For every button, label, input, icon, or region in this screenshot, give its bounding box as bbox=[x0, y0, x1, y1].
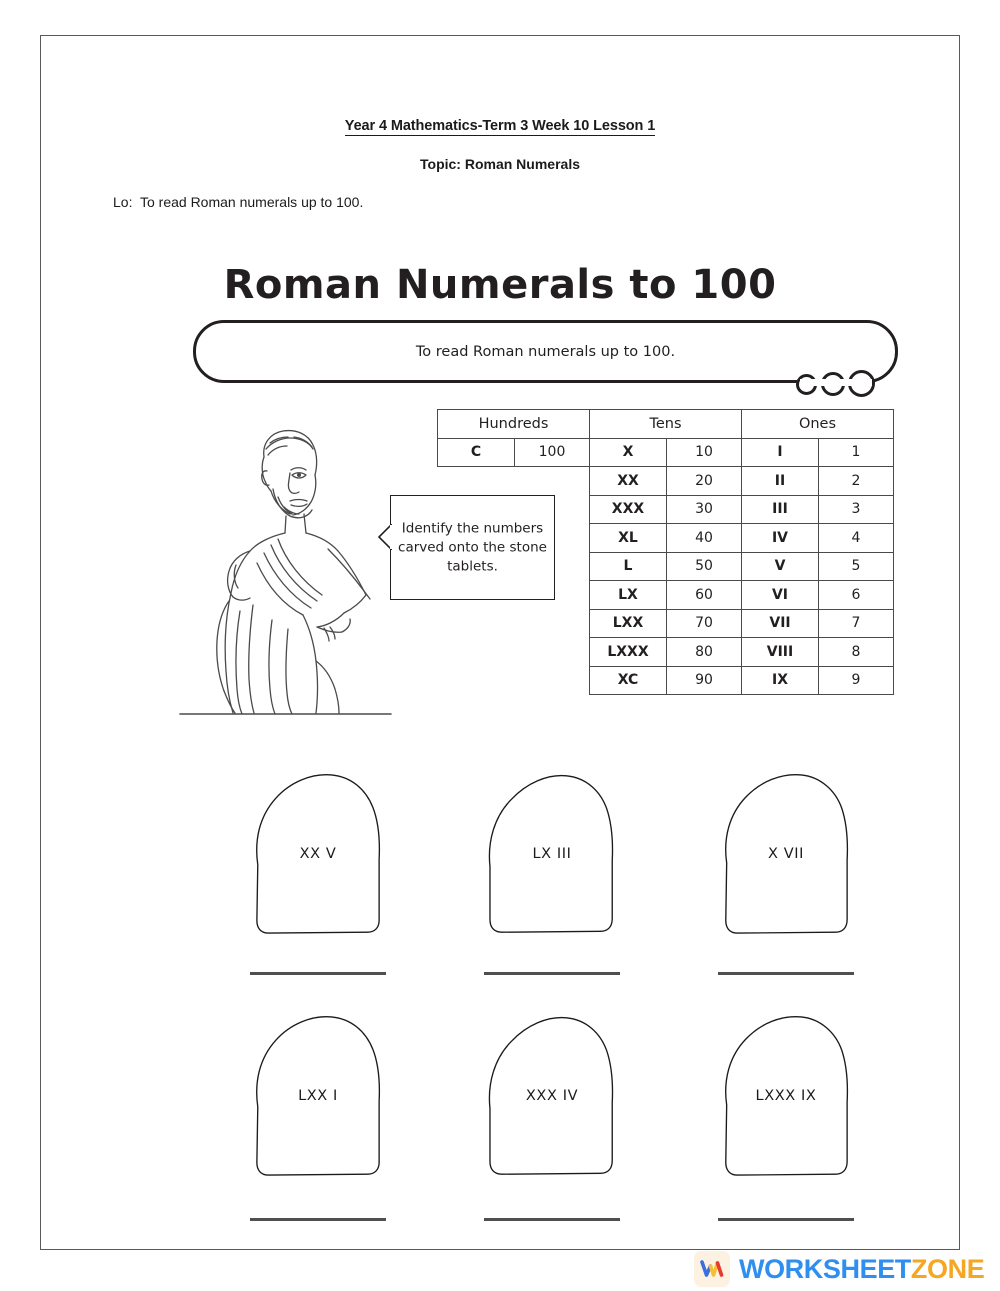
table-cell-value: 8 bbox=[819, 638, 894, 667]
table-cell-value: 80 bbox=[667, 638, 742, 667]
stone-tablet-numeral: LXX I bbox=[298, 1088, 338, 1104]
table-cell-numeral: LXXX bbox=[590, 638, 667, 667]
table-cell-empty bbox=[438, 581, 515, 610]
table-cell-numeral: VIII bbox=[742, 638, 819, 667]
table-header-row bbox=[438, 410, 894, 439]
table-cell-empty bbox=[515, 609, 590, 638]
table-cell-value: 3 bbox=[819, 495, 894, 524]
table-cell-numeral: X bbox=[590, 438, 667, 467]
stone-tablet-item bbox=[452, 758, 652, 975]
table-cell-empty bbox=[438, 638, 515, 667]
table-cell-value: 40 bbox=[667, 524, 742, 553]
table-cell-value: 10 bbox=[667, 438, 742, 467]
table-cell-numeral: XX bbox=[590, 467, 667, 496]
bubble-tail-mask bbox=[800, 379, 872, 386]
table-cell-value: 4 bbox=[819, 524, 894, 553]
callout-tail-icon bbox=[378, 524, 392, 550]
stone-tablet-item bbox=[686, 1000, 886, 1221]
table-cell-value: 90 bbox=[667, 666, 742, 695]
answer-line[interactable] bbox=[250, 972, 386, 975]
stone-tablet-shape bbox=[706, 758, 866, 950]
logo-text-zone: ZONE bbox=[910, 1253, 985, 1284]
page-title bbox=[0, 118, 1000, 134]
table-cell-value: 50 bbox=[667, 552, 742, 581]
table-cell-empty bbox=[515, 638, 590, 667]
table-row bbox=[438, 609, 894, 638]
table-cell-numeral: XC bbox=[590, 666, 667, 695]
table-cell-numeral: III bbox=[742, 495, 819, 524]
stone-tablet-shape bbox=[472, 1000, 632, 1192]
answer-line[interactable] bbox=[484, 972, 620, 975]
page-title-text: Year 4 Mathematics-Term 3 Week 10 Lesson 1 bbox=[344, 118, 656, 134]
table-cell-empty bbox=[515, 524, 590, 553]
table-cell-value: 9 bbox=[819, 666, 894, 695]
worksheetzone-logo bbox=[694, 1250, 984, 1288]
table-cell-value: 7 bbox=[819, 609, 894, 638]
table-row bbox=[438, 666, 894, 695]
stone-tablet-numeral: LX III bbox=[532, 846, 572, 862]
table-cell-value: 1 bbox=[819, 438, 894, 467]
page-subtitle: Topic: Roman Numerals bbox=[420, 156, 580, 172]
roman-man-illustration bbox=[178, 415, 393, 720]
table-cell-numeral: LXX bbox=[590, 609, 667, 638]
stone-tablet-shape bbox=[238, 1000, 398, 1192]
table-row bbox=[438, 581, 894, 610]
stone-tablet-shape bbox=[706, 1000, 866, 1192]
table-header-hundreds: Hundreds bbox=[438, 410, 590, 439]
table-cell-numeral: VII bbox=[742, 609, 819, 638]
answer-line[interactable] bbox=[718, 972, 854, 975]
table-cell-value: 70 bbox=[667, 609, 742, 638]
instruction-text: Identify the numbers carved onto the stone tablets. bbox=[398, 520, 547, 574]
table-row bbox=[438, 495, 894, 524]
table-header-tens: Tens bbox=[590, 410, 742, 439]
table-cell-empty bbox=[515, 666, 590, 695]
table-cell-numeral: LX bbox=[590, 581, 667, 610]
table-cell-value: 6 bbox=[819, 581, 894, 610]
answer-line[interactable] bbox=[718, 1218, 854, 1221]
roman-numerals-reference-table bbox=[437, 409, 894, 695]
table-cell-empty bbox=[438, 495, 515, 524]
answer-line[interactable] bbox=[484, 1218, 620, 1221]
table-header-ones: Ones bbox=[742, 410, 894, 439]
table-cell-numeral: I bbox=[742, 438, 819, 467]
logo-wordmark bbox=[739, 1254, 984, 1285]
table-cell-empty bbox=[438, 552, 515, 581]
stone-tablet-shape bbox=[472, 758, 632, 950]
table-row bbox=[438, 467, 894, 496]
table-cell-empty bbox=[515, 467, 590, 496]
table-cell-value: 2 bbox=[819, 467, 894, 496]
table-cell-numeral: IX bbox=[742, 666, 819, 695]
table-cell-numeral: II bbox=[742, 467, 819, 496]
learning-objective: Lo: To read Roman numerals up to 100. bbox=[113, 194, 364, 210]
table-cell-numeral: XL bbox=[590, 524, 667, 553]
table-cell-numeral: IV bbox=[742, 524, 819, 553]
table-row bbox=[438, 638, 894, 667]
stone-tablet-item bbox=[218, 1000, 418, 1221]
table-cell-value: 100 bbox=[515, 438, 590, 467]
table-row bbox=[438, 552, 894, 581]
stone-tablet-item bbox=[686, 758, 886, 975]
table-row bbox=[438, 438, 894, 467]
stone-tablet-numeral: LXXX IX bbox=[755, 1088, 817, 1104]
table-row bbox=[438, 524, 894, 553]
stone-tablet-item bbox=[452, 1000, 652, 1221]
objective-bubble bbox=[193, 320, 898, 383]
answer-line[interactable] bbox=[250, 1218, 386, 1221]
table-cell-empty bbox=[438, 609, 515, 638]
table-cell-value: 60 bbox=[667, 581, 742, 610]
table-cell-value: 20 bbox=[667, 467, 742, 496]
table-cell-numeral: XXX bbox=[590, 495, 667, 524]
stone-tablet-numeral: X VII bbox=[767, 846, 804, 862]
table-cell-numeral: V bbox=[742, 552, 819, 581]
objective-bubble-text: To read Roman numerals up to 100. bbox=[415, 343, 676, 360]
table-cell-value: 5 bbox=[819, 552, 894, 581]
table-cell-empty bbox=[515, 495, 590, 524]
table-cell-empty bbox=[438, 666, 515, 695]
table-cell-numeral: VI bbox=[742, 581, 819, 610]
table-cell-value: 30 bbox=[667, 495, 742, 524]
stone-tablet-shape bbox=[238, 758, 398, 950]
stone-tablet-numeral: XX V bbox=[299, 846, 337, 862]
stone-tablet-item bbox=[218, 758, 418, 975]
table-cell-numeral: L bbox=[590, 552, 667, 581]
table-cell-empty bbox=[438, 467, 515, 496]
table-cell-empty bbox=[515, 552, 590, 581]
stone-tablet-numeral: XXX IV bbox=[525, 1088, 579, 1104]
logo-w-mark-icon bbox=[694, 1251, 730, 1287]
table-cell-empty bbox=[438, 524, 515, 553]
banner-title: Roman Numerals to 100 bbox=[223, 262, 777, 308]
logo-text-worksheet: WORKSHEET bbox=[739, 1253, 911, 1284]
table-cell-numeral: C bbox=[438, 438, 515, 467]
table-cell-empty bbox=[515, 581, 590, 610]
